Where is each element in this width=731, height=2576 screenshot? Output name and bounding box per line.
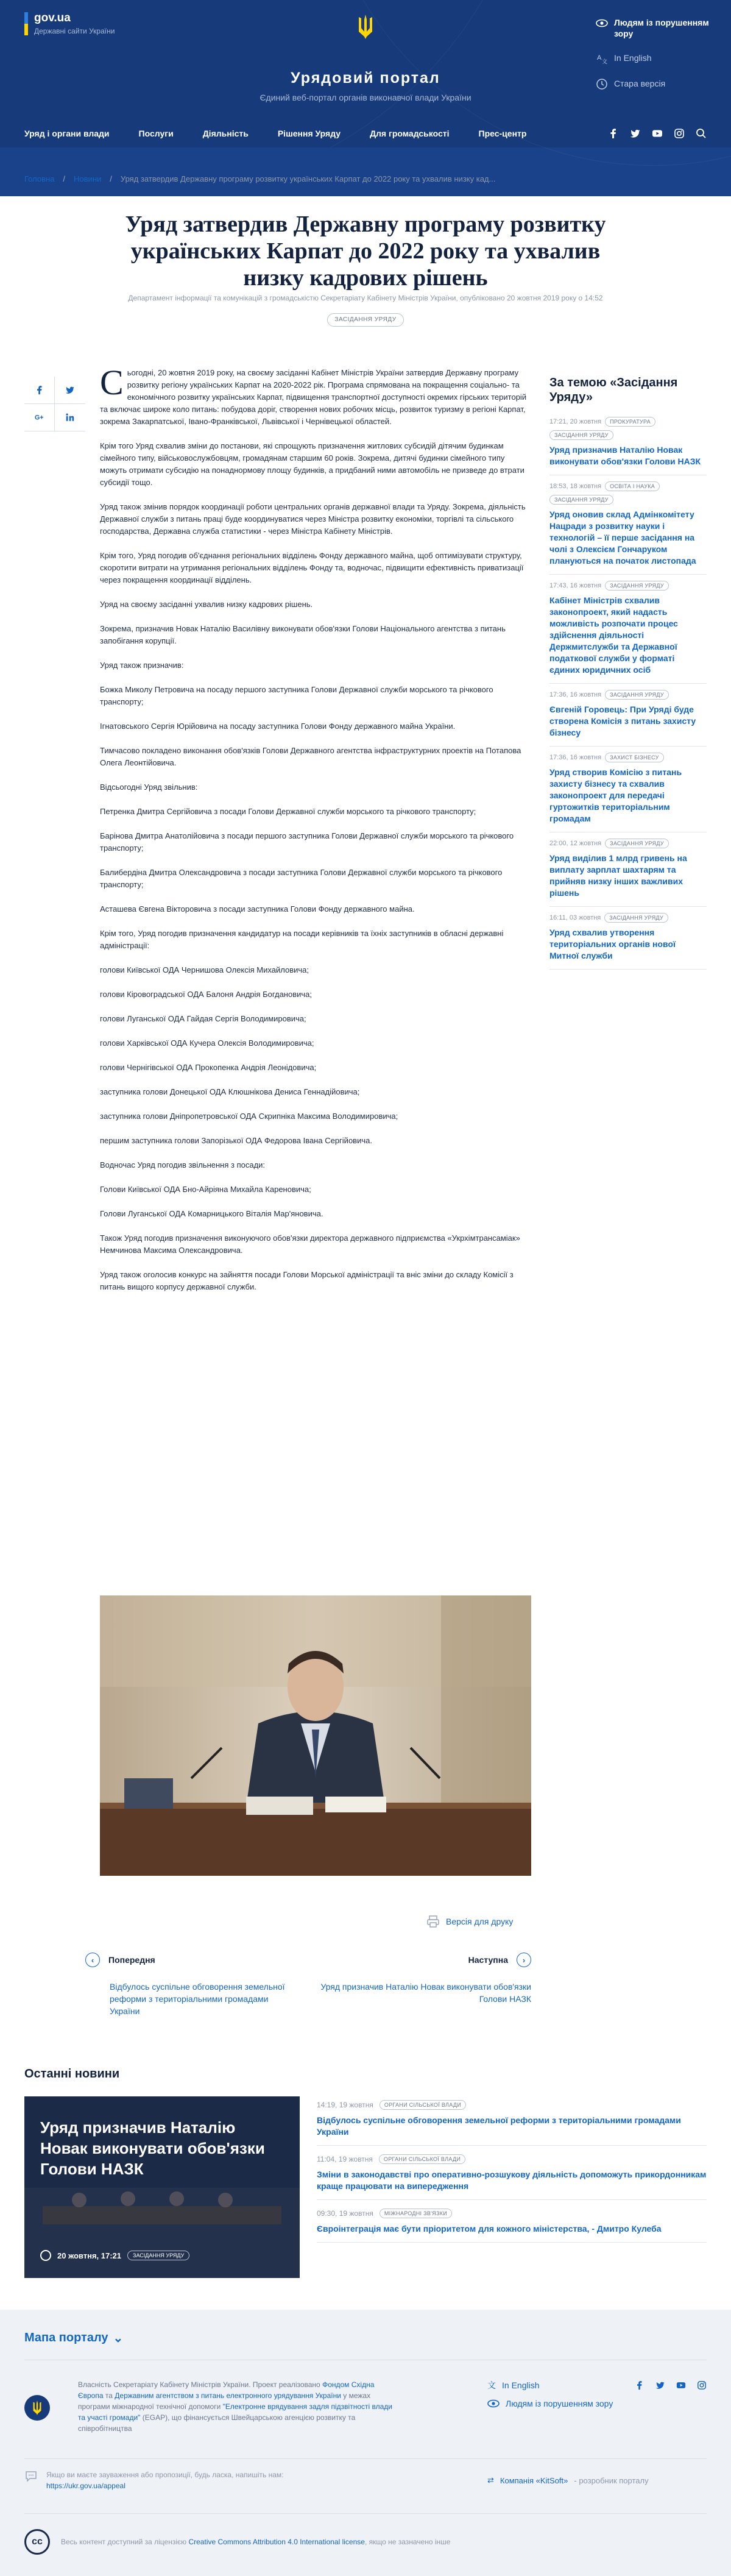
twitter-icon	[65, 385, 75, 395]
breadcrumb-news[interactable]: Новини	[74, 174, 102, 183]
feedback-link[interactable]: https://ukr.gov.ua/appeal	[46, 2482, 125, 2490]
language-icon	[596, 52, 608, 65]
article-paragraph: голови Київської ОДА Чернишова Олексія Михайловича;	[100, 965, 309, 974]
breadcrumb-separator: /	[110, 174, 112, 183]
article-paragraph: першим заступника голови Запорізької ОДА Федорова Івана Сергійовича.	[100, 1136, 372, 1145]
nav-activity[interactable]: Діяльність	[202, 129, 249, 138]
share-linkedin-button[interactable]	[55, 404, 85, 431]
gov-domain: gov.ua	[34, 12, 71, 24]
article-tag[interactable]: ЗАСІДАННЯ УРЯДУ	[327, 313, 404, 327]
sidebar-news-item	[549, 411, 707, 475]
featured-news-title: Уряд призначив Наталію Новак виконувати обов'язки Голови НАЗК	[40, 2118, 265, 2178]
ownership-text: та	[105, 2391, 113, 2400]
prev-next-nav	[85, 1953, 531, 2020]
article-paragraph: голови Чернігівської ОДА Прокопенка Андрія Леонідовича;	[100, 1063, 317, 1072]
news-tag[interactable]: ЗАСІДАННЯ УРЯДУ	[605, 690, 669, 700]
news-title-link[interactable]: Уряд виділив 1 млрд гривень на виплату зарплат шахтарям та прийняв низку інших важливих рішень	[549, 853, 687, 898]
print-version-label: Версія для друку	[446, 1917, 514, 1926]
chevron-right-icon: ›	[517, 1953, 531, 1967]
sidebar-news-item	[549, 832, 707, 907]
news-tag[interactable]: ОРГАНИ СІЛЬСЬКОЇ ВЛАДИ	[380, 2100, 466, 2110]
news-time: 09:30, 19 жовтня	[317, 2209, 373, 2218]
article-paragraph: Уряд на своєму засіданні ухвалив низку кадрових рішень.	[100, 600, 313, 609]
site-footer	[0, 2310, 731, 2576]
article-paragraph: Уряд також призначив:	[100, 661, 184, 670]
developer-credit	[487, 2475, 649, 2485]
article-photo	[100, 1595, 531, 1876]
facebook-icon	[35, 385, 44, 395]
old-version-label: Стара версія	[614, 79, 666, 88]
portal-map-label: Мапа порталу	[24, 2331, 108, 2344]
header-band	[0, 147, 731, 196]
sidebar-news-item	[549, 575, 707, 684]
latest-news-list	[317, 2100, 707, 2251]
share-buttons	[24, 377, 85, 431]
news-tag[interactable]: ОРГАНИ СІЛЬСЬКОЇ ВЛАДИ	[379, 2154, 465, 2164]
svg-text:文: 文	[602, 59, 608, 65]
news-title-link[interactable]: Уряд оновив склад Адмінкомітету Нацради з розвитку науки і технологій – її перше засідання на чолі з Олексієм Гончаруком плануються на початок листопада	[549, 509, 696, 566]
article-paragraph: заступника голови Донецької ОДА Клюшнікова Дениса Геннадійовича;	[100, 1087, 360, 1096]
news-title-link[interactable]: Кабінет Міністрів схвалив законопроект, який надасть можливість розпочати процес здійснення діяльності Держмитслужби та Державної податкової служби у форматі єдиних юридичних осіб	[549, 595, 678, 675]
share-google-button[interactable]	[24, 404, 55, 431]
drop-cap: С	[100, 363, 124, 402]
lead-text: ьогодні, 20 жовтня 2019 року, на своєму засіданні Кабінет Міністрів України затвердив Державну програму розвитку регіону українських Карпат на 2020-2022 рік. Програма спрямована на покращення соціально- та економічного розвитку українських Карпат, підвищення транспортної доступності окремих гірських територій та включає широке коло питань: побудова доріг, створення нових робочих місць, розвиток туризму в регіоні Карпат, зокрема Закарпатської, Івано-Франківської, Львівської і Чернівецької областей.	[100, 368, 527, 426]
portal-map-toggle[interactable]	[24, 2330, 123, 2346]
article-lead	[100, 363, 531, 428]
divider	[24, 2458, 707, 2459]
related-sidebar	[549, 375, 707, 970]
news-title-link[interactable]: Євроінтеграція має бути пріоритетом для кожного міністерства, - Дмитро Кулеба	[317, 2224, 662, 2234]
egov-agency-link[interactable]: Державним агентством з питань електронного урядування України	[115, 2391, 341, 2400]
main-navigation	[24, 119, 707, 147]
footer-right	[487, 2379, 707, 2410]
old-version-link[interactable]	[596, 78, 718, 90]
breadcrumb-separator: /	[63, 174, 66, 183]
print-version-link[interactable]	[426, 1915, 513, 1928]
news-title-link[interactable]: Уряд створив Комісію з питань захисту бізнесу та схвалив законопроект для передачі гуртожитків територіальним громадам	[549, 767, 682, 823]
eastern-europe-fund-link[interactable]: Фондом Східна Європа	[78, 2380, 375, 2400]
nav-decisions[interactable]: Рішення Уряду	[277, 129, 341, 138]
article-paragraph: Голови Київської ОДА Бно-Айріяна Михайла Кареновича;	[100, 1185, 311, 1194]
article-paragraph: Балибердіна Дмитра Олександровича з посади заступника Голови Державної служби морського та річкового транспорту;	[100, 868, 503, 889]
feedback-text: Якщо ви маєте зауваження або пропозиції, будь ласка, напишіть нам:	[46, 2471, 284, 2479]
ownership-text: у межах програми міжнародної технічної допомоги	[78, 2391, 371, 2411]
featured-news-tag[interactable]: ЗАСІДАННЯ УРЯДУ	[127, 2251, 189, 2260]
nav-press-center[interactable]: Прес-центр	[478, 129, 527, 138]
news-time: 17:36, 16 жовтня	[549, 754, 602, 761]
footer-ownership-text	[78, 2379, 395, 2434]
arrows-icon: ⇄	[487, 2475, 494, 2485]
vision-impaired-link[interactable]	[596, 17, 718, 39]
facebook-icon[interactable]	[635, 2380, 644, 2390]
clock-icon	[40, 2250, 51, 2261]
list-item	[317, 2154, 707, 2200]
feedback-icon	[24, 2469, 38, 2483]
instagram-icon[interactable]	[697, 2380, 707, 2390]
previous-article-link[interactable]: Відбулось суспільне обговорення земельної реформи з територіальними громадами України	[110, 1982, 285, 2016]
site-header	[0, 0, 731, 196]
article-paragraph: Уряд також змінив порядок координації роботи центральних органів державної влади та Уряду. Зокрема, діяльність Державної служби з питань праці буде координуватися через Міністра розвитку економіки, торгівлі та сільського господарства, Державна служба статистики - через Міністра Кабінету Міністрів.	[100, 502, 526, 536]
ukraine-flag-icon	[24, 12, 28, 35]
license-text: , якщо не зазначено інше	[364, 2538, 451, 2546]
news-tag[interactable]: ЗАХИСТ БІЗНЕСУ	[605, 753, 664, 762]
vision-impaired-label: Людям із порушенням зору	[614, 18, 709, 38]
article-paragraph: Відсьогодні Уряд звільнив:	[100, 782, 198, 792]
eye-icon	[487, 2397, 500, 2410]
sidebar-news-item	[549, 907, 707, 970]
facebook-icon[interactable]	[608, 128, 619, 139]
chevron-down-icon: ⌄	[113, 2332, 124, 2345]
sidebar-news-item	[549, 475, 707, 575]
footer-english-link[interactable]: In English	[502, 2380, 540, 2390]
news-tag[interactable]: ЗАСІДАННЯ УРЯДУ	[605, 839, 669, 848]
news-tag[interactable]: ЗАСІДАННЯ УРЯДУ	[605, 581, 669, 591]
previous-label: Попередня	[108, 1955, 155, 1965]
next-article[interactable]	[300, 1953, 531, 2005]
instagram-icon[interactable]	[674, 128, 685, 139]
article-paragraph: Крім того, Уряд погодив призначення кандидатур на посади керівників та їхніх заступників в обласні державні адміністрації:	[100, 929, 504, 950]
creative-commons-icon: cc	[24, 2529, 50, 2555]
nav-public[interactable]: Для громадськості	[370, 129, 450, 138]
news-title-link[interactable]: Відбулось суспільне обговорення земельної реформи з територіальними громадами України	[317, 2115, 681, 2137]
article-paragraph: Крім того, Уряд погодив об'єднання регіональних відділень Фонду державного майна, щоб оптимізувати структуру, скоротити витрати на утримання регіональних відділень Фонду та, водночас, підвищити ефективність приватизації через покращення координації відділень.	[100, 551, 524, 584]
article-meta: Департамент інформації та комунікацій з громадськістю Секретаріату Кабінету Міністрів України, опубліковано 20 жовтня 2019 року о 14:52	[128, 294, 603, 302]
twitter-icon[interactable]	[655, 2380, 665, 2390]
gov-emblem-icon	[24, 2395, 50, 2421]
divider	[24, 2513, 707, 2514]
next-label: Наступна	[468, 1955, 508, 1965]
article-paragraph: Крім того Уряд схвалив зміни до постанови, які спрощують призначення житлових субсидій дітячим будинкам сімейного типу, військовослужбовцям, громадянам старшим 60 років. Зокрема, дитячі будинки сімейного типу можуть отримати субсидію на понаднормову площу будинків, а придбаний ними автомобіль не призведе до втрати субсидії тощо.	[100, 441, 524, 487]
news-title-link[interactable]: Зміни в законодавстві про оперативно-розшукову діяльність допоможуть прикордонникам краще працювати на випередження	[317, 2170, 707, 2191]
search-icon[interactable]	[696, 128, 707, 139]
article-paragraph: Водночас Уряд погодив звільнення з посади:	[100, 1160, 266, 1169]
article-paragraph: Також Уряд погодив призначення виконуючого обов'язки директора державного підприємства «Укрхімтрансаміак» Немчинова Максима Олександровича.	[100, 1233, 520, 1255]
news-time: 18:53, 18 жовтня	[549, 483, 602, 490]
news-time: 11:04, 19 жовтня	[317, 2155, 373, 2163]
news-title-link[interactable]: Уряд призначив Наталію Новак виконувати обов'язки Голови НАЗК	[549, 445, 701, 466]
news-time: 17:36, 16 жовтня	[549, 691, 602, 698]
svg-text:G+: G+	[34, 414, 44, 422]
portal-subtitle: Єдиний веб-портал органів виконавчої влади України	[260, 93, 471, 102]
breadcrumb-current: Уряд затвердив Державну програму розвитку українських Карпат до 2022 року та ухвалив низку кад...	[120, 174, 496, 183]
news-time: 14:19, 19 жовтня	[317, 2101, 373, 2109]
breadcrumb	[24, 174, 495, 183]
english-label: In English	[614, 53, 652, 63]
news-tag[interactable]: ПРОКУРАТУРА	[605, 417, 655, 427]
latest-news-title: Останні новини	[24, 2067, 120, 2081]
egap-program-link[interactable]: "Електронне врядування задля підзвітності влади та участі громади"	[78, 2402, 392, 2422]
sidebar-title: За темою «Засідання Уряду»	[549, 376, 678, 404]
article-paragraph: Тимчасово покладено виконання обов'язків Голови Державного агентства інфраструктурних проектів на Потапова Олега Леонтійовича.	[100, 746, 521, 767]
breadcrumb-home[interactable]: Головна	[24, 174, 55, 183]
article-paragraph: Зокрема, призначив Новак Наталію Василівну виконувати обов'язки Голови Національного агентства з питань запобігання корупції.	[100, 624, 506, 645]
article-paragraph: заступника голови Дніпропетровської ОДА Скрипніка Максима Володимировича;	[100, 1112, 398, 1121]
news-tag[interactable]: МІЖНАРОДНІ ЗВ'ЯЗКИ	[380, 2209, 452, 2218]
news-title-link[interactable]: Євгеній Горовець: При Уряді буде створена Комісія з питань захисту бізнесу	[549, 704, 696, 737]
article-paragraph: голови Кіровоградської ОДА Балоня Андрія Богдановича;	[100, 990, 312, 999]
kitsoft-link[interactable]: Компанія «KitSoft»	[500, 2475, 568, 2485]
ownership-text: (EGAP), що фінансується Швейцарською агенцією розвитку та співробітництва	[78, 2413, 356, 2433]
news-tag[interactable]: ЗАСІДАННЯ УРЯДУ	[549, 430, 613, 440]
nav-services[interactable]: Послуги	[138, 129, 174, 138]
article-title: Уряд затвердив Державну програму розвитку українських Карпат до 2022 року та ухвалив низку кадрових рішень	[125, 211, 606, 291]
news-time: 16:11, 03 жовтня	[549, 914, 601, 921]
article-paragraph: Голови Луганської ОДА Комарницького Віталія Мар'яновича.	[100, 1209, 323, 1218]
gov-subtitle: Державні сайти України	[34, 27, 115, 35]
trident-icon[interactable]	[356, 13, 375, 40]
news-tag[interactable]: ЗАСІДАННЯ УРЯДУ	[549, 495, 613, 505]
twitter-icon[interactable]	[630, 128, 641, 139]
article-paragraph: Ігнатовського Сергія Юрійовича на посаду заступника Голови Фонду державного майна України.	[100, 722, 456, 731]
license-text: Весь контент доступний за ліцензією	[61, 2538, 187, 2546]
portal-title: Урядовий портал	[291, 69, 440, 87]
license-block	[24, 2529, 450, 2555]
svg-text:A: A	[597, 54, 602, 62]
article-body	[100, 363, 531, 1305]
article-paragraph: голови Луганської ОДА Гайдая Сергія Володимировича;	[100, 1014, 306, 1023]
sidebar-news-item	[549, 747, 707, 832]
history-icon	[596, 78, 608, 90]
language-icon: 文	[487, 2380, 496, 2390]
google-plus-icon	[35, 413, 44, 422]
youtube-icon[interactable]	[676, 2380, 686, 2390]
social-links	[608, 128, 707, 139]
english-link[interactable]	[596, 52, 718, 65]
news-tag[interactable]: ОСВІТА І НАУКА	[605, 481, 660, 491]
developer-role: - розробник порталу	[574, 2475, 649, 2485]
article-paragraph: голови Харківської ОДА Кучера Олексія Володимировича;	[100, 1038, 314, 1048]
next-article-link[interactable]: Уряд призначив Наталію Новак виконувати обов'язки Голови НАЗК	[320, 1982, 531, 2004]
news-time: 22:00, 12 жовтня	[549, 840, 602, 847]
news-time: 17:43, 16 жовтня	[549, 582, 602, 589]
list-item	[317, 2209, 707, 2243]
linkedin-icon	[65, 413, 75, 422]
youtube-icon[interactable]	[652, 128, 663, 139]
news-tag[interactable]: ЗАСІДАННЯ УРЯДУ	[604, 913, 668, 923]
footer-vision-link[interactable]: Людям із порушенням зору	[506, 2399, 613, 2408]
sidebar-news-item	[549, 684, 707, 747]
chevron-left-icon: ‹	[85, 1953, 100, 1967]
previous-article[interactable]	[85, 1953, 292, 2017]
article-paragraph: Божка Миколу Петровича на посаду першого заступника Голови Державної служби морського та річкового транспорту;	[100, 685, 493, 706]
header-right-links	[596, 17, 718, 104]
license-link[interactable]: Creative Commons Attribution 4.0 International license	[188, 2538, 365, 2546]
article-paragraph: Уряд також оголосив конкурс на зайняття посади Голови Морської адміністрації та вніс зміни до складу Комісії з питань вищого корпусу державної служби.	[100, 1270, 514, 1291]
article-paragraph: Асташева Євгена Вікторовича з посади заступника Голови Фонду державного майна.	[100, 904, 415, 914]
featured-news-card[interactable]	[24, 2096, 300, 2278]
news-title-link[interactable]: Уряд схвалив утворення територіальних органів нової Митної служби	[549, 928, 676, 960]
feedback-block	[24, 2469, 390, 2491]
article-paragraph: Петренка Дмитра Сергійовича з посади Голови Державної служби морського та річкового транспорту;	[100, 807, 476, 816]
nav-government[interactable]: Уряд і органи влади	[24, 129, 110, 138]
gov-ua-link[interactable]	[24, 12, 115, 35]
article-paragraph: Барінова Дмитра Анатолійовича з посади першого заступника Голови Державної служби морського та річкового транспорту;	[100, 831, 514, 853]
list-item	[317, 2100, 707, 2146]
news-time: 17:21, 20 жовтня	[549, 418, 602, 425]
featured-news-time: 20 жовтня, 17:21	[57, 2251, 122, 2260]
share-facebook-button[interactable]	[24, 377, 55, 403]
eye-icon	[596, 17, 608, 29]
share-twitter-button[interactable]	[55, 377, 85, 403]
ownership-text: Власність Секретаріату Кабінету Міністрів України. Проект реалізовано	[78, 2380, 320, 2389]
printer-icon	[426, 1915, 440, 1928]
